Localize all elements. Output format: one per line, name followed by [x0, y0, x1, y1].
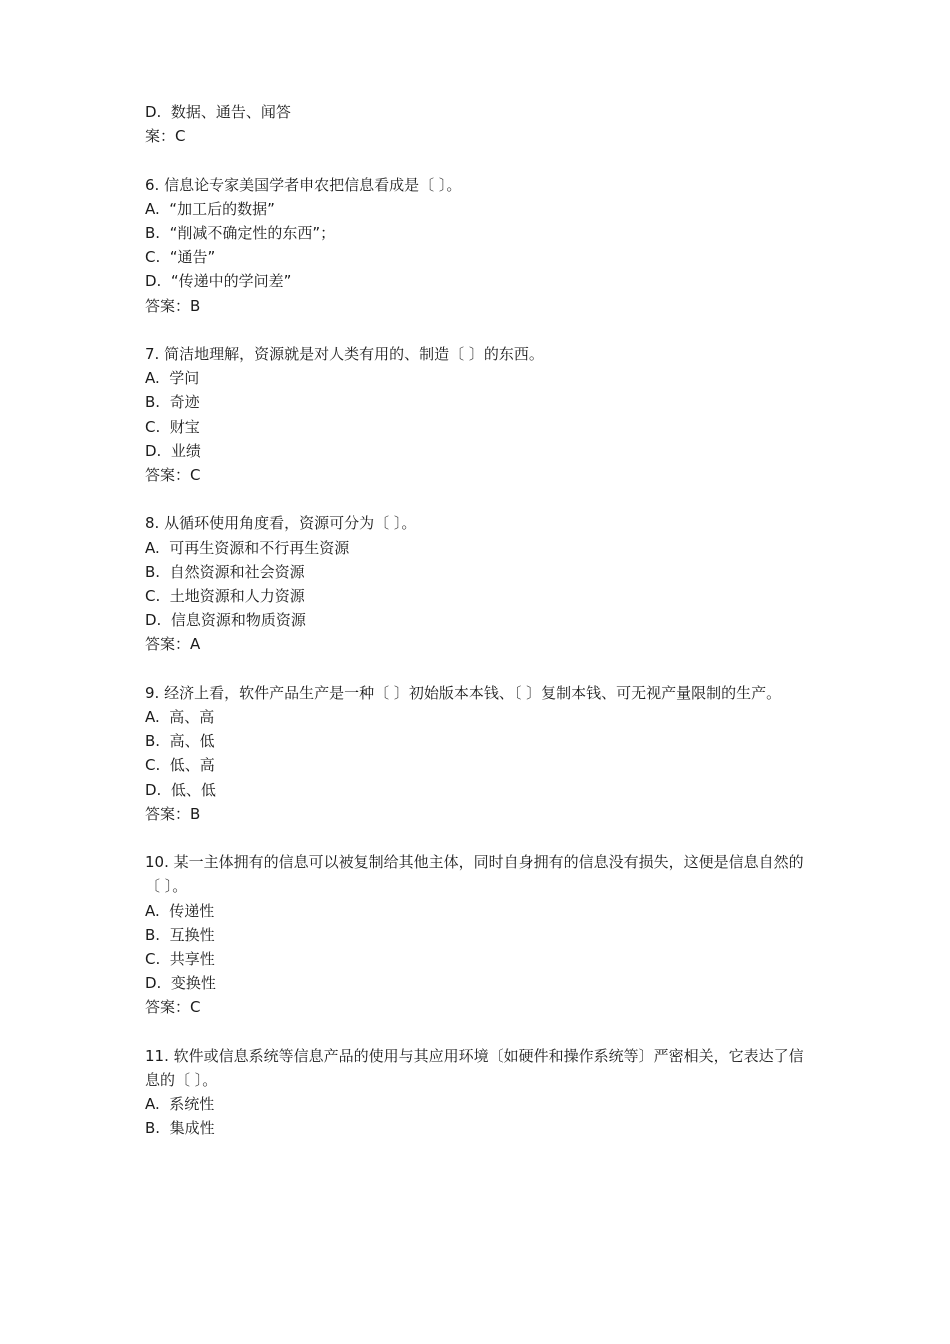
- answer: 答案：B: [145, 804, 201, 823]
- option-c: C. 低、高: [145, 756, 215, 775]
- question-11: [145, 1044, 805, 1141]
- question-stem: 8. 从循环使用角度看，资源可分为〔 〕。: [145, 514, 417, 533]
- option-c: C. 土地资源和人力资源: [145, 587, 305, 606]
- answer: 答案：C: [145, 998, 201, 1017]
- question-6: [145, 173, 805, 318]
- option-d: D. 信息资源和物质资源: [145, 611, 306, 630]
- document-page: [145, 100, 805, 1141]
- answer: 答案：A: [145, 635, 201, 654]
- question-7: [145, 342, 805, 487]
- option-d: D. 变换性: [145, 974, 216, 993]
- option-a: A. 学问: [145, 369, 200, 388]
- option-a: A. 系统性: [145, 1095, 215, 1114]
- question-10: [145, 850, 805, 1019]
- option-a: A. 高、高: [145, 708, 215, 727]
- option-d: D. “传递中的学问差”: [145, 272, 292, 291]
- option-b: B. 自然资源和社会资源: [145, 562, 305, 581]
- question-stem: 10. 某一主体拥有的信息可以被复制给其他主体，同时自身拥有的信息没有损失，这便是信息自然的〔 〕。: [145, 853, 804, 896]
- option-a: A. “加工后的数据”: [145, 199, 275, 218]
- question-stem: 7. 简洁地理解，资源就是对人类有用的、制造〔 〕的东西。: [145, 345, 544, 363]
- answer: 案：C: [145, 127, 186, 146]
- option-d: D. 业绩: [145, 441, 201, 460]
- question-stem: 6. 信息论专家美国学者申农把信息看成是〔 〕。: [145, 175, 462, 194]
- answer: 答案：C: [145, 466, 201, 485]
- option-b: B. “削减不确定性的东西”；: [145, 224, 336, 242]
- question-8: [145, 511, 805, 656]
- option-d: D. 低、低: [145, 780, 216, 799]
- option-c: C. “通告”: [145, 248, 216, 267]
- option-b: B. 集成性: [145, 1119, 215, 1138]
- option-d: D. 数据、通告、闻答: [145, 103, 291, 121]
- option-a: A. 传递性: [145, 901, 215, 920]
- question-stem: 9. 经济上看，软件产品生产是一种〔 〕初始版本本钱、〔 〕复制本钱、可无视产量限制的生产。: [145, 683, 782, 702]
- option-b: B. 高、低: [145, 732, 215, 751]
- question-stem: 11. 软件或信息系统等信息产品的使用与其应用环境〔如硬件和操作系统等〕严密相关，它表达了信息的〔 〕。: [145, 1046, 804, 1090]
- question-9: [145, 681, 805, 826]
- option-c: C. 财宝: [145, 417, 200, 436]
- option-a: A. 可再生资源和不行再生资源: [145, 538, 350, 557]
- answer: 答案：B: [145, 296, 201, 315]
- option-c: C. 共享性: [145, 950, 215, 969]
- option-b: B. 互换性: [145, 925, 215, 944]
- option-b: B. 奇迹: [145, 393, 200, 412]
